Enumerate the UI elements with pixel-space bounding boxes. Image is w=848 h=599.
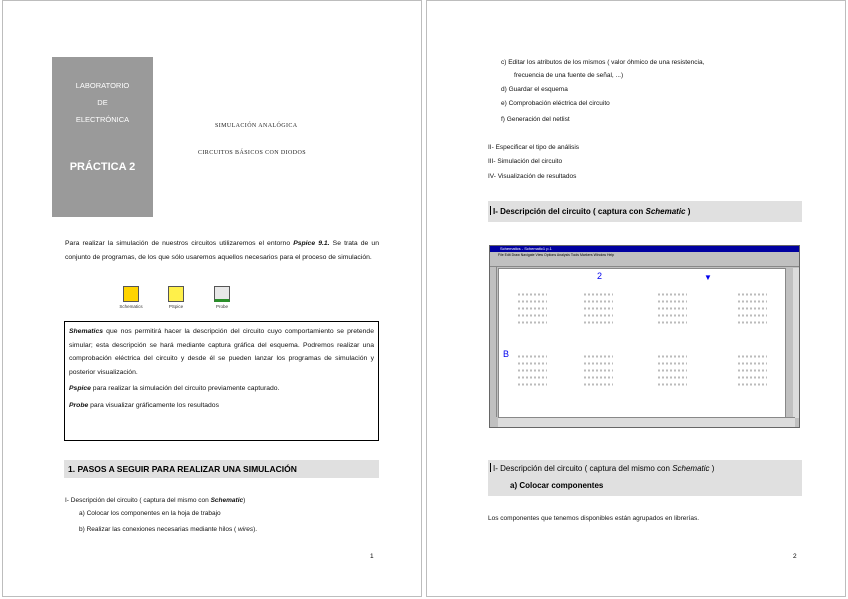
step1-em: Schematic: [210, 497, 244, 504]
list-d: d) Guardar el esquema: [501, 86, 568, 93]
step-4: IV- Visualización de resultados: [488, 173, 577, 180]
section2-text: I- Descripción del circuito ( captura con: [493, 207, 646, 216]
step1b-text: b) Realizar las conexiones necesarias mediante hilos (: [79, 526, 238, 533]
section2-end: ): [685, 207, 691, 216]
section3-em: Schematic: [672, 464, 710, 473]
lab-line1: LABORATORIO: [75, 81, 130, 90]
section3-end: ): [709, 464, 715, 473]
lab-title: [52, 77, 153, 128]
pspice-term: Pspice: [69, 385, 91, 392]
list-c-cont: frecuencia de una fuente de señal, ...): [514, 72, 624, 79]
dot-grid: [583, 291, 613, 325]
window-titlebar: Schematics - Schematic1 p.1: [490, 246, 799, 252]
subtitle-simulacion: SIMULACIÓN ANALÓGICA: [215, 123, 298, 129]
step-2: II- Especificar el tipo de análisis: [488, 144, 580, 151]
dot-grid: [517, 353, 547, 387]
dot-grid: [737, 353, 767, 387]
marker-top: 2: [597, 271, 603, 281]
schematic-canvas: [498, 268, 786, 418]
pspice-description: [69, 382, 374, 396]
heading-bar: [490, 463, 491, 472]
vertical-scrollbar[interactable]: [793, 268, 799, 418]
probe-icon[interactable]: [210, 286, 234, 309]
icon-label: PSpice: [168, 304, 184, 309]
step1b-em: wires: [237, 526, 254, 533]
left-toolbar: [490, 267, 497, 417]
schematic-screenshot: [489, 245, 800, 428]
dot-grid: [737, 291, 767, 325]
intro-text: Para realizar la simulación de nuestros circuitos utilizaremos el entorno: [65, 240, 294, 247]
step1-end: ): [243, 497, 246, 504]
intro-paragraph: [65, 237, 379, 264]
program-icons: [119, 286, 249, 316]
programs-box: [64, 321, 379, 441]
schematics-icon[interactable]: [119, 286, 143, 309]
dot-grid: [517, 291, 547, 325]
section2-em: Schematic: [645, 207, 686, 216]
pspice-icon[interactable]: [164, 286, 188, 309]
step-3: III- Simulación del circuito: [488, 158, 563, 165]
section-heading-captura: [488, 201, 802, 222]
step-1b: [79, 523, 257, 537]
icon-label: Probe: [215, 304, 228, 309]
intro-text-end: Se trata de un conjunto de programas, de los que sólo usaremos aquellos necesarios para el proceso de simulación.: [65, 240, 379, 261]
marker-left: B: [503, 349, 510, 359]
window-menubar: File Edit Draw Navigate View Options Analysis Tools Markers Window Help: [490, 252, 799, 258]
step-1a: a) Colocar los componentes en la hoja de trabajo: [79, 510, 221, 517]
page-number-2: 2: [793, 553, 797, 560]
schematics-description: [69, 325, 374, 379]
dot-grid: [657, 353, 687, 387]
step-1: [65, 494, 245, 508]
list-e: e) Comprobación eléctrica del circuito: [501, 100, 610, 107]
page-1: [2, 0, 422, 597]
icon-label: Schematics: [119, 304, 143, 309]
step1b-end: ).: [253, 526, 258, 533]
probe-term: Probe: [69, 401, 89, 409]
section-heading-colocar: [488, 460, 802, 496]
subsection-colocar: a) Colocar componentes: [510, 481, 604, 490]
window-toolbar: [490, 258, 799, 267]
lab-line2: DE: [97, 98, 108, 107]
dot-grid: [583, 353, 613, 387]
title-box: [52, 57, 153, 217]
lab-line3: ELECTRÓNICA: [75, 115, 130, 124]
page-number-1: 1: [370, 553, 374, 560]
section3-text: I- Descripción del circuito ( captura del mismo con: [493, 464, 673, 473]
body-text-librerias: Los componentes que tenemos disponibles están agrupados en librerías.: [488, 515, 700, 522]
list-c: c) Editar los atributos de los mismos ( valor óhmico de una resistencia,: [501, 59, 705, 66]
pspice-text: para realizar la simulación del circuito previamente capturado.: [90, 385, 280, 392]
schematics-text: que nos permitirá hacer la descripción del circuito cuyo comportamiento se pretende simular; esta descripción se hará mediante captura gráfica del esquema. Podremos realizar una comprobación eléctrica del circuito y desde él se pueden lanzar los programas de simulación y posterior visualización.: [69, 328, 374, 376]
probe-description: [69, 399, 374, 413]
dot-grid: [657, 291, 687, 325]
horizontal-scrollbar[interactable]: [498, 417, 795, 427]
probe-text: para visualizar gráficamente los resultados: [88, 401, 219, 409]
step1-text: I- Descripción del circuito ( captura del mismo con: [65, 497, 211, 504]
list-f: f) Generación del netlist: [501, 116, 570, 123]
subtitle-circuitos: CIRCUITOS BÁSICOS CON DIODOS: [198, 150, 306, 156]
page-2: [426, 0, 846, 597]
schematics-term: Shematics: [69, 328, 104, 335]
marker-arrow-icon: ▼: [704, 273, 712, 282]
heading-bar: [490, 206, 491, 215]
section-heading-pasos: 1. PASOS A SEGUIR PARA REALIZAR UNA SIMULACIÓN: [64, 460, 379, 478]
intro-bold: Pspice 9.1.: [293, 240, 330, 247]
practica-title: PRÁCTICA 2: [69, 161, 136, 173]
